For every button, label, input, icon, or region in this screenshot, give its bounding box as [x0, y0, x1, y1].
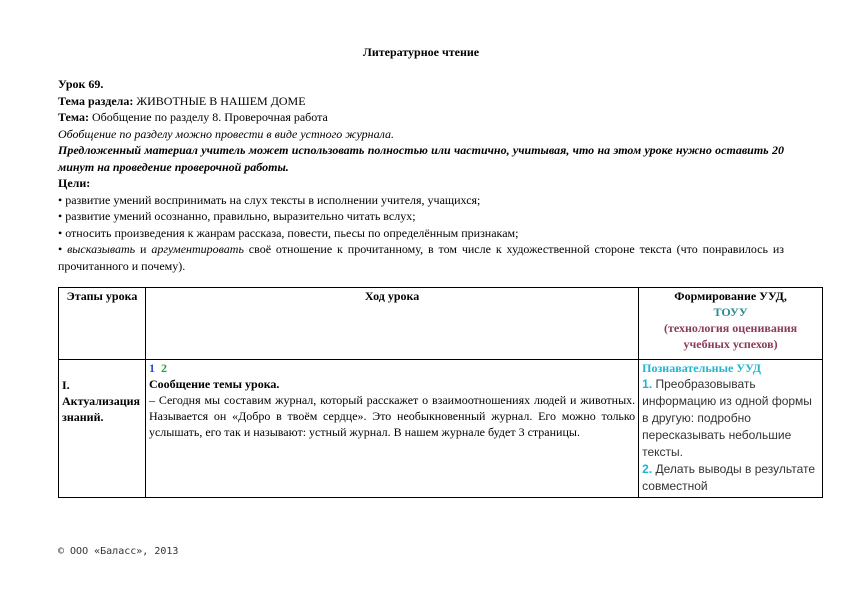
lesson-flow-cell	[145, 360, 638, 498]
section-line	[58, 93, 784, 110]
lesson-number: Урок 69.	[58, 77, 104, 91]
slide-number-1: 1	[148, 361, 155, 375]
topic-label: Тема:	[58, 110, 89, 124]
col-lesson-flow-header: Ход урока	[145, 288, 638, 360]
section-label: Тема раздела:	[58, 93, 134, 108]
goal-item: • развитие умений воспринимать на слух тексты в исполнении учителя, учащихся;	[58, 192, 481, 207]
uud-cell	[639, 360, 823, 498]
lesson-intro	[58, 76, 784, 274]
section-value: ЖИВОТНЫЕ В НАШЕМ ДОМЕ	[133, 93, 306, 108]
stage-cell: I. Актуализация знаний.	[59, 360, 146, 498]
italic-note: Обобщение по разделу можно провести в виде устного журнала.	[58, 126, 394, 141]
uud-title: Познавательные УУД	[642, 361, 761, 375]
slide-number-2: 2	[160, 361, 167, 375]
lesson-table	[58, 287, 823, 498]
goal-item: • относить произведения к жанрам рассказа, повести, пьесы по определённым признакам;	[58, 225, 519, 240]
uud-item: 2. Делать выводы в результате совместной	[642, 462, 816, 493]
topic-value: Обобщение по разделу 8. Проверочная работа	[88, 110, 328, 124]
col-uud-header: Формирование УУД, ТОУУ (технология оценивания учебных успехов)	[639, 288, 823, 360]
table-header-row	[59, 288, 823, 360]
teacher-note: Предложенный материал учитель может использовать полностью или частично, учитывая, что на этом уроке нужно оставить 20 минут на проведение проверочной работы.	[58, 143, 784, 174]
document-title: Литературное чтение	[362, 45, 480, 59]
goals-label: Цели:	[58, 176, 91, 190]
message-title: Сообщение темы урока.	[148, 377, 280, 391]
goal-item: • развитие умений осознанно, правильно, выразительно читать вслух;	[58, 209, 416, 223]
copyright-footer: © ООО «Баласс», 2013	[58, 546, 179, 557]
col-stages-header: Этапы урока	[59, 288, 146, 360]
uud-item: 1. Преобразовывать информацию из одной формы в другую: подробно пересказывать небольшие тексты.	[642, 377, 812, 459]
message-text: – Сегодня мы составим журнал, который расскажет о взаимоотношениях людей и животных. Называется он «Добро в твоём сердце». Это необыкновенный журнал. Его можно только услышать, его так и называют: устный журнал. В нашем журнале будет 3 страницы.	[148, 393, 636, 439]
table-row	[59, 360, 823, 498]
topic-line	[58, 109, 784, 126]
goal-item: • высказывать и аргументировать своё отношение к прочитанному, в том числе к художественной стороне текста (что понравилось из прочитанного и почему).	[58, 242, 785, 273]
